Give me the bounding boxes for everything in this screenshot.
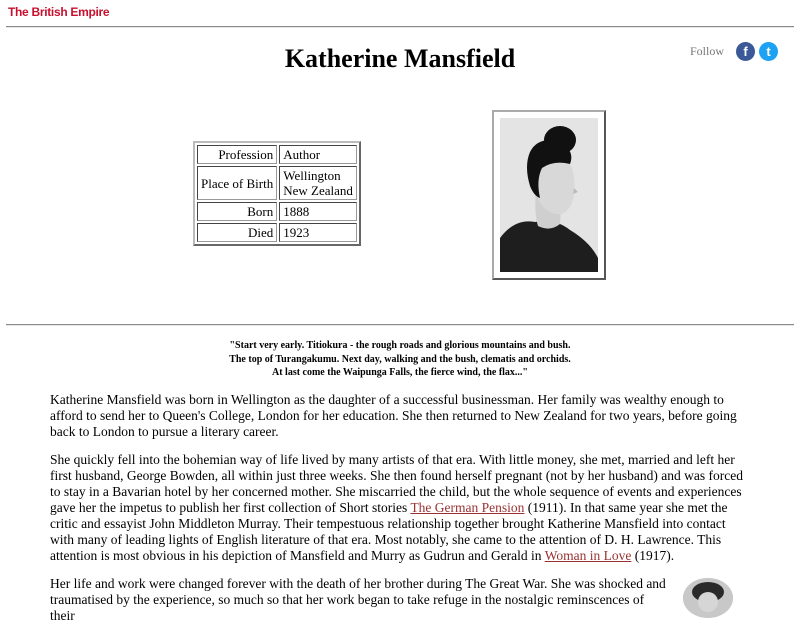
died-key: Died [197,223,277,242]
german-pension-link[interactable]: The German Pension [410,500,525,515]
article-paragraph: Katherine Mansfield was born in Wellington as the daughter of a successful businessman. Her family was wealthy enough to afford to send her to Queen's College, London for her education. She then returned to New Zealand for two years, before going back to London to pursue a literary career. [50,392,737,439]
section-divider [6,324,794,326]
portrait-illustration [500,118,598,272]
social-follow [690,42,778,61]
follow-label: Follow [689,44,724,58]
birthplace-key: Place of Birth [197,166,277,200]
twitter-icon[interactable]: t [759,42,778,61]
secondary-photo [683,578,733,618]
quote-line: "Start very early. Titiokura - the rough roads and glorious mountains and bush. [229,340,571,351]
site-logo[interactable]: The British Empire [8,5,110,19]
info-table [193,141,361,246]
birthplace-value: Wellington New Zealand [279,166,357,200]
died-value: 1923 [279,223,357,242]
table-row [197,166,357,200]
table-row [197,202,357,221]
top-divider [6,26,794,28]
table-row [197,145,357,164]
quote-block [0,339,800,380]
born-value: 1888 [279,202,357,221]
profession-key: Profession [197,145,277,164]
article-paragraph [50,452,750,564]
profession-value: Author [279,145,357,164]
paragraph-text: (1917). [631,548,675,563]
portrait-image [500,118,598,272]
woman-in-love-link[interactable]: Woman in Love [544,548,632,563]
portrait-frame [492,110,606,280]
paragraph-text: (1911). In that same year she met the critic and essayist John Middleton Murray. Their tempestuous relationship together brought Katherine Mansfield into contact with many of leading lights of English literature of that era. Most notably, she came to the attention of D. H. Lawrence. This attention is most obvious in his depiction of Mansfield and Murry as Gudrun and Gerald in [50,500,728,563]
article-paragraph: Her life and work were changed forever with the death of her brother during The Great War. She was shocked and traumatised by the experience, so much so that her work began to take refuge in the nostalgic reminscences of their [50,576,666,623]
quote-line: The top of Turangakumu. Next day, walking and the bush, clematis and orchids. [229,353,571,365]
quote-line: At last come the Waipunga Falls, the fierce wind, the flax..." [271,367,528,378]
facebook-icon[interactable]: f [736,42,755,61]
page-title: Katherine Mansfield [284,44,516,73]
paragraph-text: She quickly fell into the bohemian way of life lived by many artists of that era. With little money, she met, married and left her first husband, George Bowden, all within just three weeks. She then found herself pregnant (not by her husband) and was forced to stay in a Bavarian hotel by her concerned mother. She miscarried the child, but the whole sequence of events and experiences gave her the impetus to publish her first collection of Short stories [50,452,743,515]
born-key: Born [197,202,277,221]
secondary-photo-illustration [683,578,733,618]
table-row [197,223,357,242]
article-body [50,392,750,636]
